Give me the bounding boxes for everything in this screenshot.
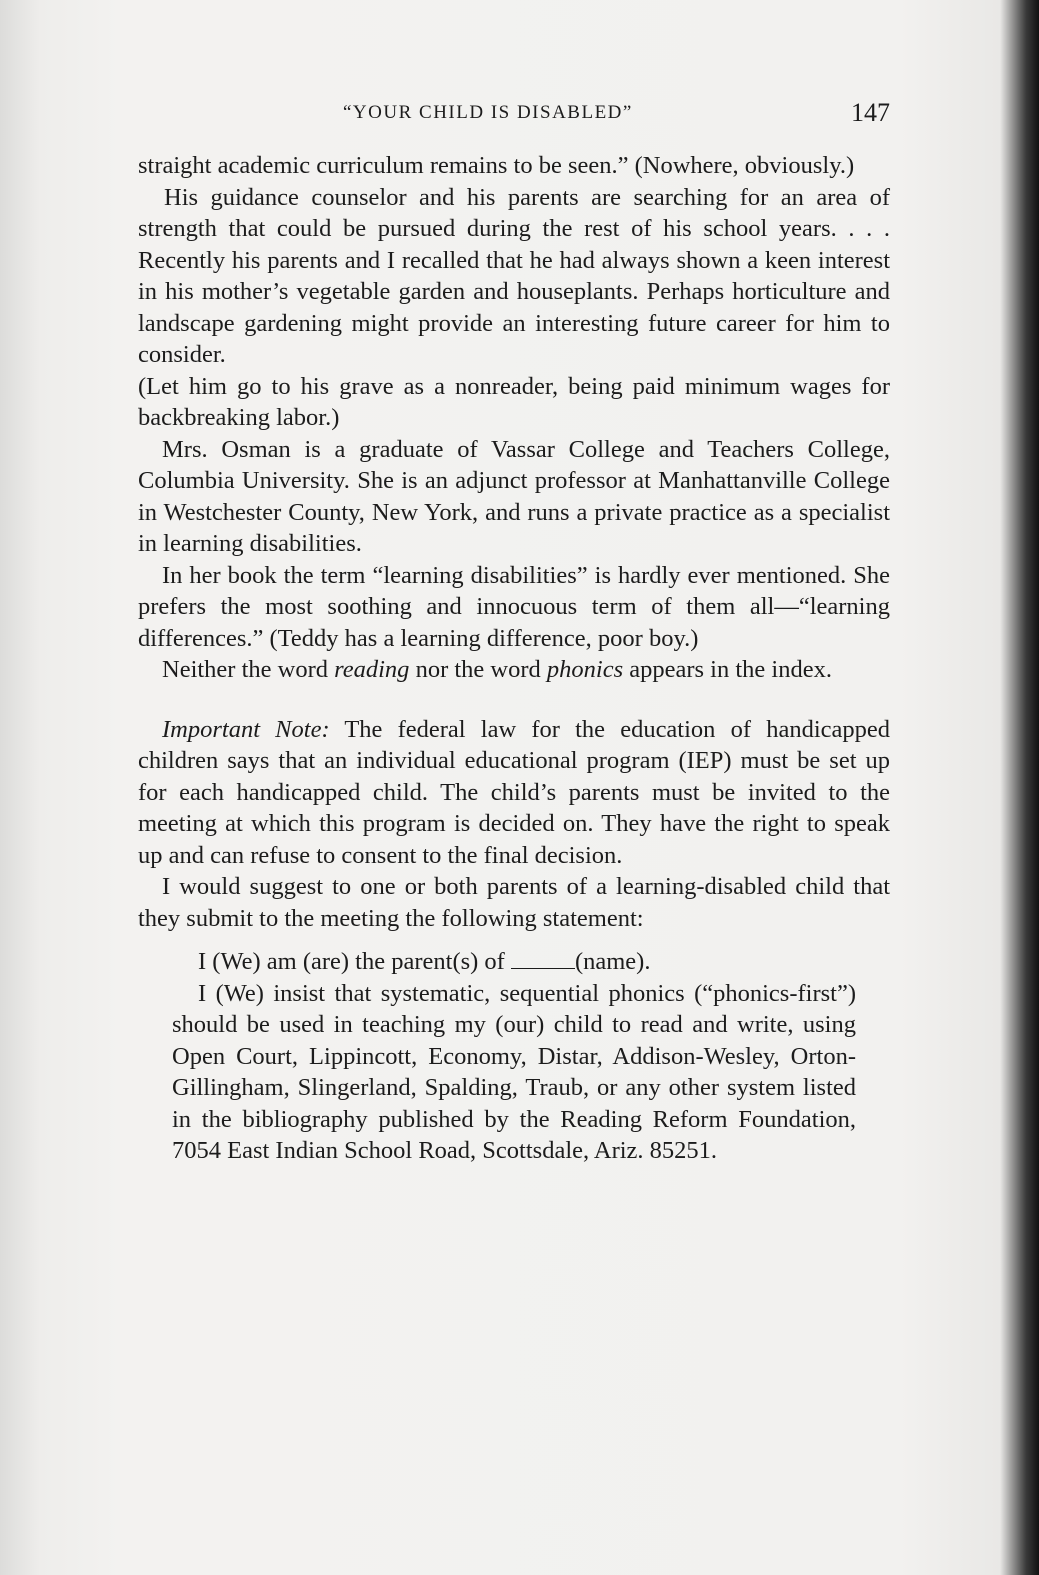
important-note [138,714,890,872]
statement-parent-text: I (We) am (are) the parent(s) of [198,948,511,975]
index-word-reading: reading [334,656,410,683]
paragraph-learning-differences: In her book the term “learning disabilities” is hardly ever mentioned. She prefers the most soothing and innocuous term of them all—“learning differences.” (Teddy has a learning difference, poor boy.) [138,561,890,652]
page-number: 147 [851,98,890,127]
paragraph-continuation: straight academic curriculum remains to be seen.” (Nowhere, obviously.) [138,152,855,179]
index-word-phonics: phonics [546,656,624,683]
important-note-label: Important Note: [162,715,330,743]
block-quote: His guidance counselor and his parents are searching for an area of strength that could be pursued during the rest of his school years. . . . Recently his parents and I recalled that he had always shown a keen interest in his mother’s vegetable garden and houseplants. Perhaps horticulture and landscape gardening might provide an interesting future career for him to consider. [138,183,890,368]
statement-letter [172,946,856,1167]
paragraph-commentary: (Let him go to his grave as a nonreader, being paid minimum wages for backbreaking labor.) [138,372,890,431]
statement-line-insist: I (We) insist that systematic, sequential phonics (“phonics-first”) should be used in teaching my (our) child to read and write, using Open Court, Lippincott, Economy, Distar, Addison-Wesley, Orton-Gillingham, Slingerland, Spalding, Traub, or any other system listed in the bibliography published by the Reading Reform Foundation, 7054 East Indian School Road, Scottsdale, Ariz. 85251. [172,979,856,1164]
index-text-b: nor the word [409,656,547,683]
important-note-text: The federal law for the education of handicapped children says that an individual educational program (IEP) must be set up for each handicapped child. The child’s parents must be invited to the meeting at which this program is decided on. They have the right to speak up and can refuse to consent to the final decision. [138,715,890,869]
index-text-c: appears in the index. [623,656,832,683]
paragraph-osman-bio: Mrs. Osman is a graduate of Vassar College and Teachers College, Columbia University. She is an adjunct professor at Manhattanville College in Westchester County, New York, and runs a private practice as a specialist in learning disabilities. [138,435,890,557]
paragraph-suggestion: I would suggest to one or both parents of a learning-disabled child that they submit to the meeting the following statement: [138,873,890,932]
paragraph-index [138,654,890,686]
statement-name-text: (name). [574,948,651,975]
page-header [138,98,890,132]
index-text-a: Neither the word [162,656,335,683]
body-text [138,150,890,1167]
running-head: “YOUR CHILD IS DISABLED” [343,102,633,123]
statement-line-parent [172,946,856,978]
name-blank-line [511,954,575,969]
